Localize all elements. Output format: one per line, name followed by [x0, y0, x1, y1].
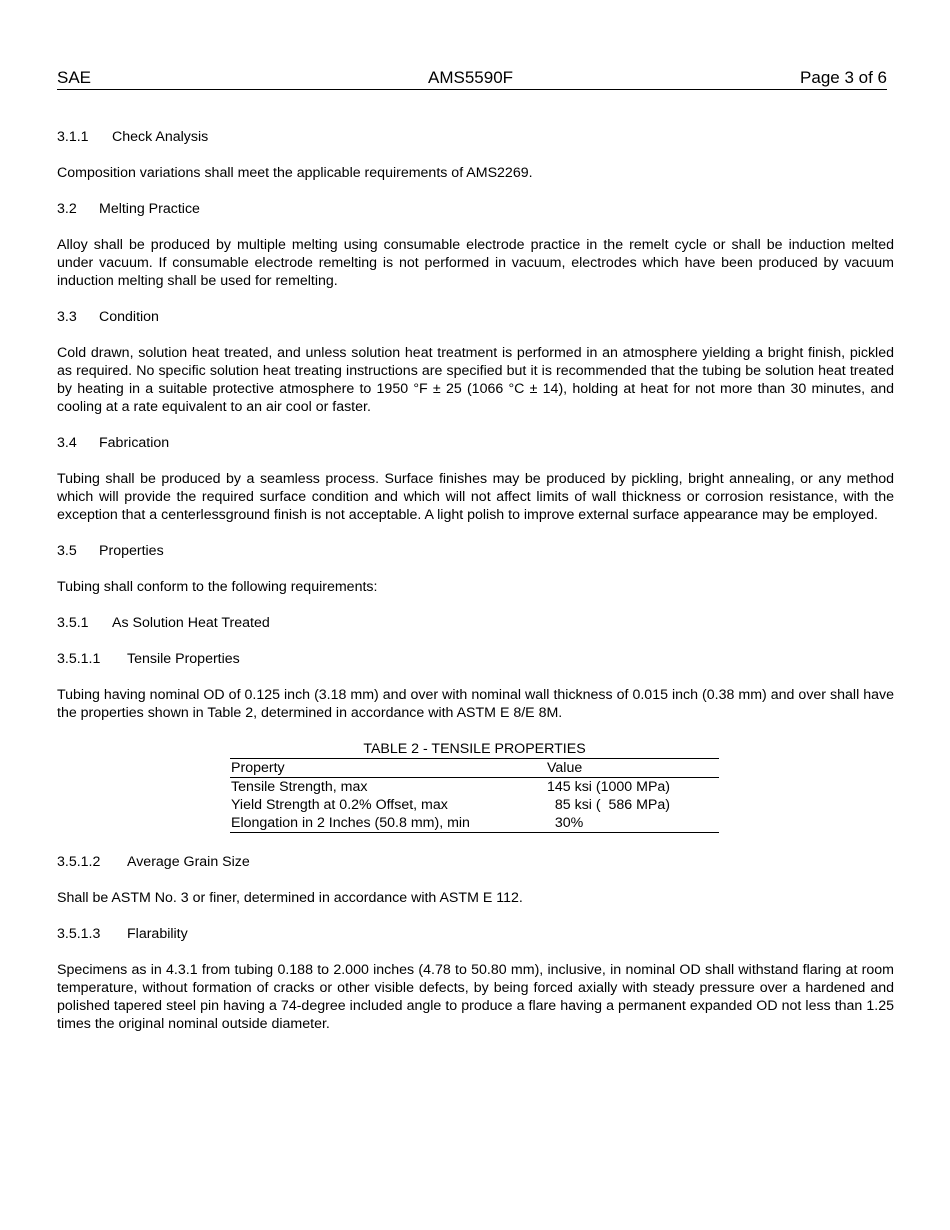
section-title: Flarability: [127, 926, 188, 942]
section-number: 3.5.1.1: [57, 651, 101, 667]
header-org: SAE: [57, 68, 92, 87]
section-text-3-5-1-3: Specimens as in 4.3.1 from tubing 0.188 to 2.000 inches (4.78 to 50.80 mm), inclusive, in nominal OD shall withstand flaring at room temperature, without formation of cracks or other visible defects, by being forced axially with steady pressure over a hardened and polished tapered steel pin having a 74-degree included angle to produce a flare having a permanent expanded OD not less than 1.25 times the original nominal outside diameter.: [57, 962, 894, 1032]
section-heading-3-3: [57, 308, 894, 326]
section-number: 3.3: [57, 309, 77, 325]
section-text-3-5-1-2: Shall be ASTM No. 3 or finer, determined in accordance with ASTM E 112.: [57, 890, 523, 906]
table-row: [230, 814, 719, 833]
table-header-row: [230, 759, 719, 778]
section-text-3-4: Tubing shall be produced by a seamless process. Surface finishes may be produced by pickling, bright annealing, or any method which will provide the required surface condition and which will not affect limits of wall thickness or corrosion resistance, with the exception that a centerlessground finish is not acceptable. A light polish to improve external surface appearance may be employed.: [57, 471, 894, 523]
section-title: As Solution Heat Treated: [112, 615, 270, 631]
table-cell: Yield Strength at 0.2% Offset, max: [231, 797, 448, 813]
section-number: 3.5.1: [57, 615, 89, 631]
table: [230, 759, 719, 833]
section-heading-3-5-1-3: [57, 925, 894, 943]
section-title: Tensile Properties: [127, 651, 240, 667]
section-heading-3-5-1-1: [57, 650, 894, 668]
section-heading-3-2: [57, 200, 894, 218]
table-cell: 85 ksi ( 586 MPa): [547, 797, 671, 813]
section-heading-3-4: [57, 434, 894, 452]
section-text-3-5-1-1: Tubing having nominal OD of 0.125 inch (3.18 mm) and over with nominal wall thickness of 0.015 inch (0.38 mm) and over shall have the properties shown in Table 2, determined in accordance with ASTM E 8/E 8M.: [57, 687, 894, 721]
section-title: Properties: [99, 543, 164, 559]
section-text-3-2: Alloy shall be produced by multiple melting using consumable electrode practice in the remelt cycle or shall be induction melted under vacuum. If consumable electrode remelting is not performed in vacuum, electrodes which have been produced by vacuum induction melting shall be used for remelting.: [57, 237, 894, 289]
section-heading-3-5: [57, 542, 894, 560]
section-number: 3.5.1.3: [57, 926, 101, 942]
section-title: Fabrication: [99, 435, 170, 451]
section-number: 3.5: [57, 543, 77, 559]
section-number: 3.1.1: [57, 129, 89, 145]
column-header: Value: [546, 759, 719, 778]
section-number: 3.2: [57, 201, 77, 217]
section-number: 3.5.1.2: [57, 854, 101, 870]
section-text-3-5: Tubing shall conform to the following requirements:: [57, 579, 378, 595]
table-row: [230, 778, 719, 797]
header-page-number: Page 3 of 6: [800, 68, 887, 87]
document-body: [57, 128, 894, 1051]
table-cell: Elongation in 2 Inches (50.8 mm), min: [230, 814, 546, 833]
section-title: Condition: [99, 309, 159, 325]
section-title: Check Analysis: [112, 129, 209, 145]
page-header: [57, 68, 887, 90]
section-text-3-1-1: Composition variations shall meet the applicable requirements of AMS2269.: [57, 165, 533, 181]
header-doc-number: AMS5590F: [428, 68, 514, 87]
section-text-3-3: Cold drawn, solution heat treated, and unless solution heat treatment is performed in an atmosphere yielding a bright finish, pickled as required. No specific solution heat treating instructions are specified but it is recommended that the tubing be solution heat treated by heating in a suitable protective atmosphere to 1950 °F ± 25 (1066 °C ± 14), holding at heat for not more than 30 minutes, and cooling at a rate equivalent to an air cool or faster.: [57, 345, 894, 415]
section-title: Melting Practice: [99, 201, 200, 217]
column-header: Property: [230, 759, 546, 778]
tensile-properties-table: [230, 740, 719, 833]
table-title: TABLE 2 - TENSILE PROPERTIES: [230, 740, 719, 759]
table-cell: 145 ksi (1000 MPa): [547, 779, 671, 795]
section-number: 3.4: [57, 435, 77, 451]
table-cell: Tensile Strength, max: [231, 779, 368, 795]
section-heading-3-5-1-2: [57, 853, 894, 871]
section-heading-3-5-1: [57, 614, 894, 632]
section-heading-3-1-1: [57, 128, 894, 146]
section-title: Average Grain Size: [127, 854, 250, 870]
table-cell: 30%: [546, 814, 719, 833]
table-row: [230, 796, 719, 814]
